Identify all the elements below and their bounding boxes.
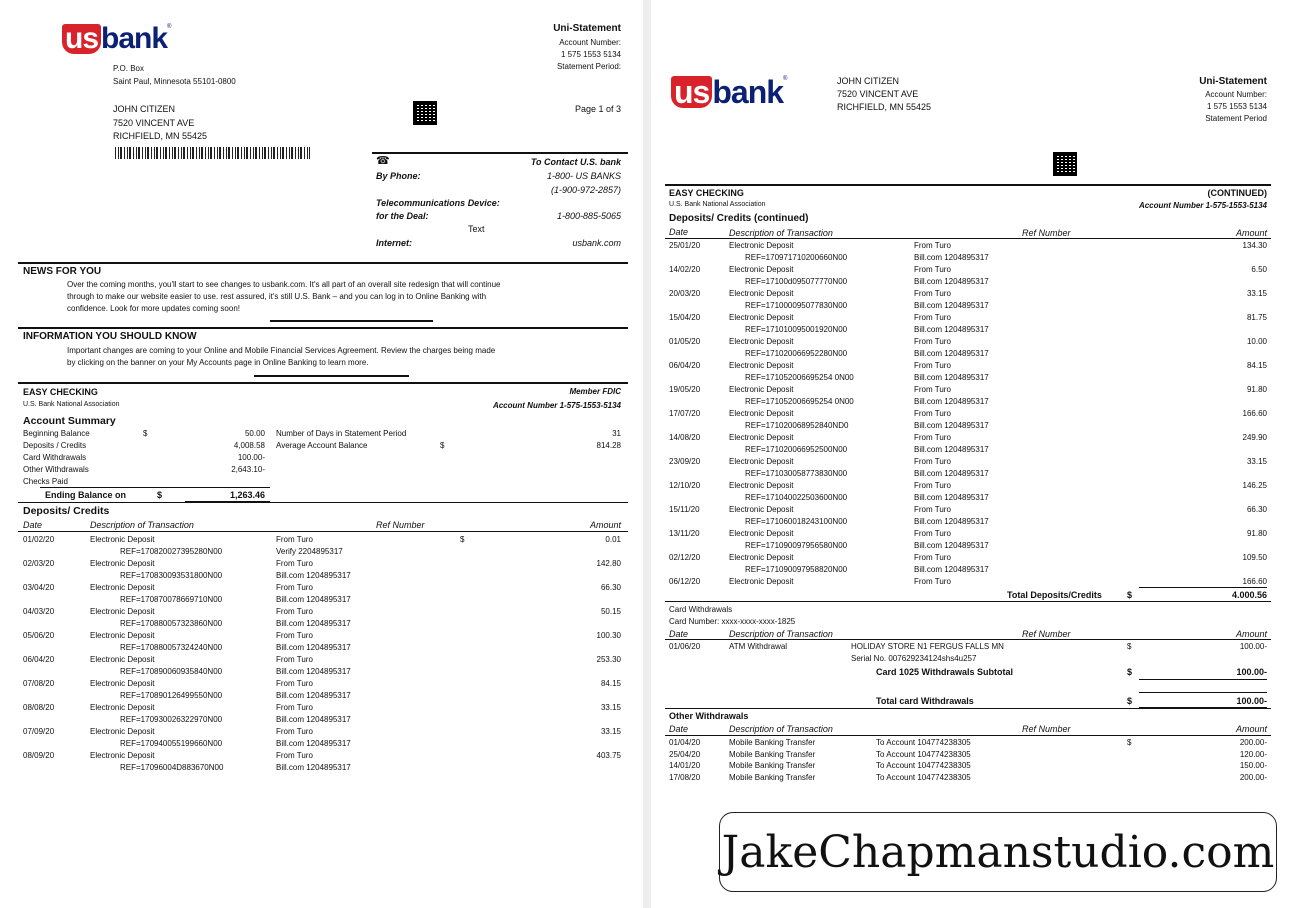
other-rule [665, 708, 1271, 709]
deposit-from: From Turo [914, 553, 951, 562]
col-amount-2: Amount [1235, 228, 1267, 238]
deposit-description: Electronic Deposit [90, 703, 155, 712]
deposit-description: Electronic Deposit [729, 409, 794, 418]
qr-code-2 [1053, 152, 1077, 176]
deposit-ref: REF=171090097956580N00 [745, 541, 848, 550]
deposit-amount: 91.80 [1246, 529, 1267, 538]
deposit-date: 02/03/20 [23, 559, 55, 568]
withdrawal-description: Mobile Banking Transfer [729, 738, 816, 747]
deposit-ref: REF=171020068952840ND0 [745, 421, 849, 430]
tdd-number: 1-800-885-5065 [556, 211, 621, 221]
deposit-description: Electronic Deposit [90, 583, 155, 592]
total-deposits-value: 4.000.56 [1231, 590, 1267, 600]
deposits-header-rule [18, 531, 628, 532]
usbank-logo-2 [671, 76, 787, 108]
deposit-date: 13/11/20 [669, 529, 700, 538]
deposit-from: From Turo [914, 409, 951, 418]
col-ref: Ref Number [376, 520, 425, 530]
deposit-ref: REF=170890126499550N00 [120, 691, 223, 700]
deposit-date: 08/08/20 [23, 703, 55, 712]
deposit-from: From Turo [276, 607, 313, 616]
deposit-bill: Bill.com 1204895317 [276, 763, 351, 772]
deposit-from: From Turo [914, 313, 951, 322]
other-header-rule [665, 735, 1271, 736]
deposit-bill: Bill.com 1204895317 [276, 619, 351, 628]
deposit-ref: REF=170971710200660N00 [745, 253, 848, 262]
summary-label: Beginning Balance [23, 429, 90, 438]
withdrawal-amount: 120.00- [1239, 749, 1267, 759]
deposit-description: Electronic Deposit [90, 655, 155, 664]
summary-value: 100.00- [237, 453, 265, 462]
deposit-description: Electronic Deposit [90, 679, 155, 688]
withdrawal-to: To Account 104774238305 [876, 738, 971, 747]
statement-page-1 [0, 0, 643, 908]
deposit-amount: 109.50 [1242, 553, 1267, 562]
info-underline [254, 375, 409, 377]
deposit-amount: 100.30 [596, 631, 621, 640]
bank-address-line1: P.O. Box [113, 64, 144, 73]
deposit-bill: Bill.com 1204895317 [914, 469, 989, 478]
deposit-amount: 0.01 [605, 535, 621, 544]
deposit-description: Electronic Deposit [729, 265, 794, 274]
deposits-title-2: Deposits/ Credits (continued) [669, 213, 809, 224]
deposit-from: From Turo [914, 241, 951, 250]
deposit-from: From Turo [914, 289, 951, 298]
deposit-ref: REF=171030058773830N00 [745, 469, 848, 478]
account-number: 1 575 1553 5134 [560, 50, 621, 59]
account-number-full-2: Account Number 1-575-1553-5134 [1138, 201, 1267, 210]
deposit-amount: 84.15 [600, 679, 621, 688]
deposit-description: Electronic Deposit [90, 535, 155, 544]
withdrawal-to: To Account 104774238305 [876, 761, 971, 771]
other-col-amount: Amount [1235, 724, 1267, 734]
internet-label: Internet: [376, 238, 412, 248]
card-col-description: Description of Transaction [729, 629, 833, 639]
phone-number-2: (1-900-972-2857) [550, 185, 621, 195]
deposit-date: 20/03/20 [669, 289, 701, 298]
deposit-description: Electronic Deposit [729, 505, 794, 514]
checking-rule [18, 382, 628, 384]
deposit-from: From Turo [914, 385, 951, 394]
card-row-amount: 100.00- [1239, 642, 1267, 651]
deposit-date: 07/09/20 [23, 727, 55, 736]
withdrawal-description: Mobile Banking Transfer [729, 749, 816, 759]
deposit-from: From Turo [914, 529, 951, 538]
customer-name-2: JOHN CITIZEN [837, 76, 899, 86]
deposit-description: Electronic Deposit [729, 433, 794, 442]
postal-barcode [115, 147, 310, 159]
customer-name: JOHN CITIZEN [113, 104, 175, 114]
deposit-bill: Verify 2204895317 [276, 547, 343, 556]
watermark-banner: JakeChapmanstudio.com [719, 812, 1277, 892]
deposit-bill: Bill.com 1204895317 [276, 739, 351, 748]
deposit-ref: REF=171040022503600N00 [745, 493, 848, 502]
summary-label: Other Withdrawals [23, 465, 89, 474]
col-date-2: Date [669, 227, 689, 237]
card-total-currency: $ [1127, 696, 1133, 706]
deposit-amount: 166.60 [1242, 577, 1267, 586]
deposit-ref: REF=171000095077830N00 [745, 301, 848, 310]
deposit-from: From Turo [276, 727, 313, 736]
avg-balance-currency: $ [440, 441, 445, 450]
deposit-date: 04/03/20 [23, 607, 55, 616]
summary-value: 2,643.10- [231, 465, 265, 474]
withdrawal-description: Mobile Banking Transfer [729, 773, 816, 783]
deposit-ref: REF=170890060935840N00 [120, 667, 223, 676]
total-deposits-currency: $ [1127, 590, 1133, 600]
deposit-description: Electronic Deposit [729, 337, 794, 346]
news-line-3: confidence. Look for more updates coming soon! [67, 304, 240, 313]
tdd-label-2: for the Deal: [376, 211, 429, 221]
ending-balance-value: 1,263.46 [229, 490, 265, 500]
col-ref-2: Ref Number [1022, 228, 1071, 238]
info-line-1: Important changes are coming to your Online and Mobile Financial Services Agreement. Review the charges being made [67, 346, 496, 355]
deposit-date: 03/04/20 [23, 583, 55, 592]
card-total-value: 100.00- [1236, 696, 1267, 706]
card-rule [665, 601, 1271, 602]
deposit-bill: Bill.com 1204895317 [914, 517, 989, 526]
deposit-from: From Turo [276, 535, 313, 544]
deposit-ref: REF=170880057323860N00 [120, 619, 223, 628]
deposit-bill: Bill.com 1204895317 [914, 325, 989, 334]
summary-label: Card Withdrawals [23, 453, 87, 462]
info-line-2: by clicking on the banner on your My Accounts page in Online Banking to learn more. [67, 358, 369, 367]
col-date: Date [23, 520, 43, 530]
deposit-date: 01/02/20 [23, 535, 55, 544]
deposit-from: From Turo [914, 457, 951, 466]
info-title: INFORMATION YOU SHOULD KNOW [23, 331, 197, 342]
deposit-description: Electronic Deposit [729, 313, 794, 322]
col-description-2: Description of Transaction [729, 228, 833, 238]
deposits-rule [18, 502, 628, 503]
card-title: Card Withdrawals [669, 605, 733, 614]
card-row-serial: Serial No. 007629234124shs4u257 [851, 654, 977, 663]
deposit-description: Electronic Deposit [729, 529, 794, 538]
card-row-merchant: HOLIDAY STORE N1 FERGUS FALLS MN [851, 642, 1004, 651]
account-number-full: Account Number 1-575-1553-5134 [492, 401, 621, 410]
statement-page-2 [651, 0, 1293, 908]
deposit-description: Electronic Deposit [90, 751, 155, 760]
withdrawal-amount: 150.00- [1239, 761, 1267, 771]
customer-address-2-line2: RICHFIELD, MN 55425 [837, 102, 932, 112]
withdrawal-amount: 200.00- [1239, 738, 1267, 747]
deposit-ref: REF=170880057324240N00 [120, 643, 223, 652]
deposit-from: From Turo [914, 265, 951, 274]
deposit-amount: 253.30 [596, 655, 621, 664]
deposit-bill: Bill.com 1204895317 [276, 715, 351, 724]
member-fdic: Member FDIC [569, 387, 621, 396]
account-number-2: 1 575 1553 5134 [1206, 102, 1267, 111]
summary-title: Account Summary [23, 415, 116, 427]
deposit-from: From Turo [276, 559, 313, 568]
card-row-date: 01/06/20 [669, 642, 701, 651]
deposit-bill: Bill.com 1204895317 [276, 595, 351, 604]
statement-title-2: Uni-Statement [1199, 76, 1267, 87]
deposit-amount: 66.30 [1246, 505, 1267, 514]
deposit-description: Electronic Deposit [729, 457, 794, 466]
card-col-amount: Amount [1235, 629, 1267, 639]
withdrawal-date: 01/04/20 [669, 738, 701, 747]
deposit-date: 15/11/20 [669, 505, 700, 514]
deposit-bill: Bill.com 1204895317 [914, 253, 989, 262]
news-rule [18, 262, 628, 264]
deposit-amount: 33.15 [600, 703, 621, 712]
deposit-bill: Bill.com 1204895317 [914, 421, 989, 430]
phone-number-1: 1-800- US BANKS [546, 171, 621, 181]
col-description: Description of Transaction [90, 520, 194, 530]
logo-reg: ® [167, 24, 172, 30]
card-row-currency: $ [1127, 642, 1132, 651]
deposit-description: Electronic Deposit [729, 481, 794, 490]
withdrawal-date: 17/08/20 [669, 773, 701, 783]
customer-address-line2: RICHFIELD, MN 55425 [113, 131, 208, 141]
card-total-rule [1139, 692, 1267, 693]
deposit-description: Electronic Deposit [729, 577, 794, 586]
avg-balance-value: 814.28 [596, 441, 621, 450]
deposit-date: 06/12/20 [669, 577, 701, 586]
deposit-date: 25/01/20 [669, 241, 701, 250]
checking-rule-2 [665, 184, 1271, 186]
deposit-date: 05/06/20 [23, 631, 55, 640]
deposit-amount: 33.15 [1246, 289, 1267, 298]
phone-icon: ☎ [376, 155, 390, 167]
deposit-bill: Bill.com 1204895317 [276, 691, 351, 700]
deposit-ref: REF=170830093531800N00 [120, 571, 223, 580]
card-subtotal-currency: $ [1127, 667, 1133, 677]
ending-balance-label: Ending Balance on [45, 490, 127, 500]
news-underline [270, 320, 433, 322]
deposit-ref: REF=171060018243100N00 [745, 517, 848, 526]
deposit-amount: 33.15 [1246, 457, 1267, 466]
contact-rule [372, 152, 628, 154]
deposit-from: From Turo [914, 361, 951, 370]
deposit-description: Electronic Deposit [729, 385, 794, 394]
withdrawal-amount: 200.00- [1239, 773, 1267, 783]
internet-link[interactable]: usbank.com [572, 238, 621, 248]
qr-code [413, 101, 437, 125]
deposit-ref: REF=171052006695254 0N00 [745, 397, 854, 406]
withdrawal-date: 14/01/20 [669, 761, 701, 771]
deposit-ref: REF=170870078669710N00 [120, 595, 223, 604]
deposit-ref: REF=170930026322970N00 [120, 715, 223, 724]
continued-label: (CONTINUED) [1207, 188, 1267, 198]
tdd-label-1: Telecommunications Device: [376, 198, 500, 208]
deposit-ref: REF=17100d095077770N00 [745, 277, 848, 286]
card-number: Card Number: xxxx-xxxx-xxxx-1825 [669, 617, 796, 626]
summary-label: Checks Paid [23, 477, 68, 486]
withdrawal-to: To Account 104774238305 [876, 773, 971, 783]
deposits-title: Deposits/ Credits [23, 505, 110, 517]
deposit-date: 15/04/20 [669, 313, 701, 322]
logo-us-2: us [671, 76, 712, 108]
customer-address-line1: 7520 VINCENT AVE [113, 118, 195, 128]
summary-value: 50.00 [244, 429, 265, 438]
deposit-amount: 6.50 [1251, 265, 1267, 274]
deposit-date: 17/07/20 [669, 409, 701, 418]
deposit-description: Electronic Deposit [729, 553, 794, 562]
text-label: Text [468, 224, 485, 234]
deposit-amount: 166.60 [1242, 409, 1267, 418]
deposit-ref: REF=171010095001920N00 [745, 325, 848, 334]
deposit-amount: 84.15 [1246, 361, 1267, 370]
other-col-description: Description of Transaction [729, 724, 833, 734]
deposit-date: 01/05/20 [669, 337, 701, 346]
deposit-amount: 249.90 [1242, 433, 1267, 442]
usbank-logo [62, 24, 171, 54]
other-title: Other Withdrawals [669, 711, 749, 721]
phone-label: By Phone: [376, 171, 421, 181]
bank-association: U.S. Bank National Association [23, 401, 120, 408]
deposit-description: Electronic Deposit [729, 361, 794, 370]
ending-balance-currency: $ [157, 490, 163, 500]
statement-title: Uni-Statement [553, 23, 621, 34]
deposit-date: 23/09/20 [669, 457, 701, 466]
logo-us: us [62, 24, 101, 54]
statement-period-label-2: Statement Period [1205, 114, 1267, 123]
deposit-bill: Bill.com 1204895317 [914, 301, 989, 310]
summary-rule [40, 487, 270, 488]
logo-reg-2: ® [783, 76, 788, 82]
withdrawal-to: To Account 104774238305 [876, 749, 971, 759]
withdrawal-date: 25/04/20 [669, 749, 701, 759]
deposit-from: From Turo [276, 583, 313, 592]
deposit-amount: 66.30 [600, 583, 621, 592]
logo-bank: bank [101, 22, 168, 55]
account-number-label-2: Account Number: [1205, 90, 1267, 99]
deposit-amount: 146.25 [1242, 481, 1267, 490]
card-subtotal-underline [1139, 679, 1267, 680]
deposit-date: 12/10/20 [669, 481, 701, 490]
avg-balance-label: Average Account Balance [276, 441, 368, 450]
deposit-from: From Turo [914, 481, 951, 490]
deposit-bill: Bill.com 1204895317 [276, 571, 351, 580]
checking-title-2: EASY CHECKING [669, 188, 744, 198]
deposit-bill: Bill.com 1204895317 [914, 493, 989, 502]
bank-address-line2: Saint Paul, Minnesota 55101-0800 [113, 77, 236, 86]
deposit-from: From Turo [276, 703, 313, 712]
statement-period-label: Statement Period: [556, 62, 621, 71]
deposit-amount: 10.00 [1246, 337, 1267, 346]
deposit-date: 07/08/20 [23, 679, 55, 688]
deposit-bill: Bill.com 1204895317 [914, 541, 989, 550]
total-deposits-rule [1139, 587, 1267, 588]
card-total-label: Total card Withdrawals [876, 696, 974, 706]
deposit-amount: 91.80 [1246, 385, 1267, 394]
total-deposits-label: Total Deposits/Credits [1007, 590, 1102, 600]
deposit-amount: 50.15 [600, 607, 621, 616]
summary-currency: $ [143, 429, 148, 438]
deposit-description: Electronic Deposit [90, 631, 155, 640]
deposit-bill: Bill.com 1204895317 [276, 643, 351, 652]
deposit-from: From Turo [276, 679, 313, 688]
deposit-ref: REF=171020066952280N00 [745, 349, 848, 358]
bank-association-2: U.S. Bank National Association [669, 201, 766, 208]
deposit-from: From Turo [914, 337, 951, 346]
deposit-date: 14/08/20 [669, 433, 701, 442]
deposit-date: 19/05/20 [669, 385, 701, 394]
card-subtotal-value: 100.00- [1236, 667, 1267, 677]
deposit-amount: 142.80 [596, 559, 621, 568]
deposit-date: 06/04/20 [23, 655, 55, 664]
card-header-rule [665, 639, 1271, 640]
summary-label: Deposits / Credits [23, 441, 87, 450]
days-value: 31 [612, 429, 621, 438]
deposit-amount: 81.75 [1246, 313, 1267, 322]
card-subtotal-label: Card 1025 Withdrawals Subtotal [876, 667, 1013, 677]
customer-address-2-line1: 7520 VINCENT AVE [837, 89, 919, 99]
deposit-ref: REF=17096004D883670N00 [120, 763, 224, 772]
days-label: Number of Days in Statement Period [276, 429, 407, 438]
deposit-amount: 403.75 [596, 751, 621, 760]
deposits-header-rule-2 [665, 238, 1271, 239]
deposit-ref: REF=171090097958820N00 [745, 565, 848, 574]
deposit-from: From Turo [914, 577, 951, 586]
other-col-ref: Ref Number [1022, 724, 1071, 734]
deposit-ref: REF=170820027395280N00 [120, 547, 223, 556]
deposit-description: Electronic Deposit [90, 607, 155, 616]
summary-value: 4,008.58 [233, 441, 265, 450]
deposits-currency: $ [460, 535, 465, 544]
card-row-description: ATM Withdrawal [729, 642, 788, 651]
deposit-description: Electronic Deposit [729, 241, 794, 250]
deposit-from: From Turo [276, 751, 313, 760]
news-line-2: through to make our website easier to use. rest assured, it's still U.S. Bank – and you can log in to Online Banking with [67, 292, 487, 301]
page-number: Page 1 of 3 [574, 104, 621, 114]
deposit-bill: Bill.com 1204895317 [914, 277, 989, 286]
account-number-label: Account Number: [559, 38, 621, 47]
deposit-date: 14/02/20 [669, 265, 701, 274]
deposit-bill: Bill.com 1204895317 [914, 349, 989, 358]
other-currency: $ [1127, 738, 1132, 747]
logo-bank-2: bank [712, 74, 784, 110]
deposit-from: From Turo [276, 655, 313, 664]
other-col-date: Date [669, 724, 689, 734]
deposit-ref: REF=170940055199660N00 [120, 739, 223, 748]
deposit-from: From Turo [276, 631, 313, 640]
deposit-bill: Bill.com 1204895317 [914, 565, 989, 574]
deposit-bill: Bill.com 1204895317 [276, 667, 351, 676]
contact-heading: To Contact U.S. bank [530, 157, 621, 167]
deposit-date: 06/04/20 [669, 361, 701, 370]
deposit-bill: Bill.com 1204895317 [914, 373, 989, 382]
deposit-date: 02/12/20 [669, 553, 701, 562]
deposit-ref: REF=171020066952500N00 [745, 445, 848, 454]
deposit-description: Electronic Deposit [90, 559, 155, 568]
deposit-from: From Turo [914, 505, 951, 514]
deposit-bill: Bill.com 1204895317 [914, 397, 989, 406]
deposit-description: Electronic Deposit [90, 727, 155, 736]
info-rule [18, 327, 628, 329]
deposit-bill: Bill.com 1204895317 [914, 445, 989, 454]
deposit-date: 08/09/20 [23, 751, 55, 760]
news-title: NEWS FOR YOU [23, 266, 102, 277]
card-col-date: Date [669, 629, 689, 639]
deposit-description: Electronic Deposit [729, 289, 794, 298]
col-amount: Amount [589, 520, 621, 530]
withdrawal-description: Mobile Banking Transfer [729, 761, 816, 771]
deposit-amount: 134.30 [1242, 241, 1267, 250]
deposit-ref: REF=171052006695254 0N00 [745, 373, 854, 382]
checking-title: EASY CHECKING [23, 387, 98, 397]
card-col-ref: Ref Number [1022, 629, 1071, 639]
news-line-1: Over the coming months, you'll start to see changes to usbank.com. It's all part of an overall site redesign that will continue [67, 280, 501, 289]
deposit-from: From Turo [914, 433, 951, 442]
deposit-amount: 33.15 [600, 727, 621, 736]
